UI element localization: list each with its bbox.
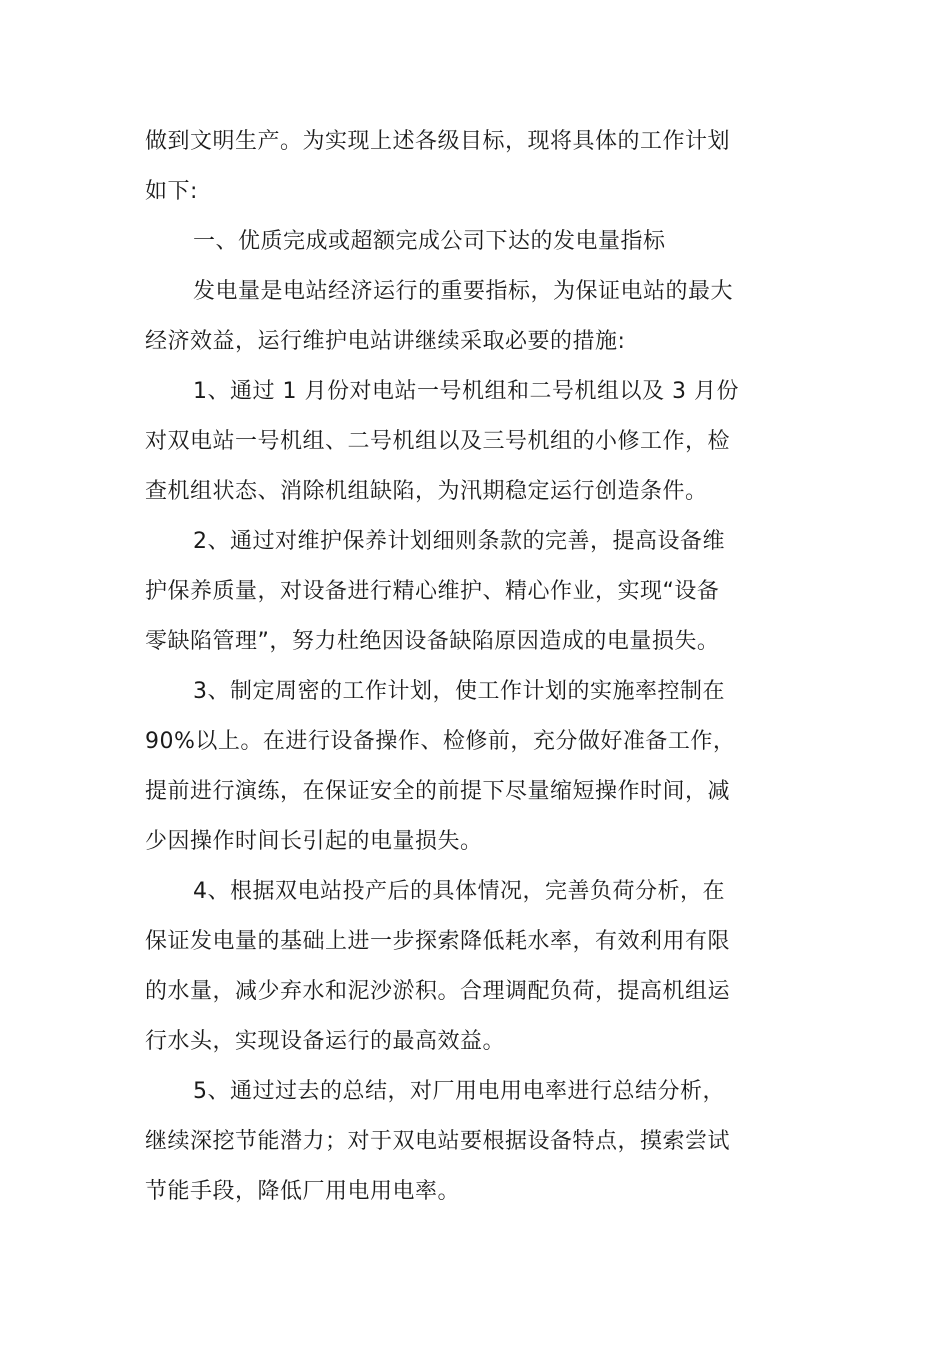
text-line: 经济效益，运行维护电站讲继续采取必要的措施:: [145, 329, 626, 354]
text-line: 4、根据双电站投产后的具体情况，完善负荷分析，在: [193, 879, 725, 904]
text-line: 行水头，实现设备运行的最高效益。: [145, 1029, 506, 1054]
text-line: 保证发电量的基础上进一步探索降低耗水率，有效利用有限: [145, 929, 731, 954]
text-line: 的水量，减少弃水和泥沙淤积。合理调配负荷，提高机组运: [145, 979, 731, 1004]
text-line: 1、通过 1 月份对电站一号机组和二号机组以及 3 月份: [193, 379, 739, 404]
text-line: 节能手段，降低厂用电用电率。: [145, 1179, 461, 1204]
text-line: 5、通过过去的总结，对厂用电用电率进行总结分析，: [193, 1079, 725, 1104]
text-line: 零缺陷管理”，努力杜绝因设备缺陷原因造成的电量损失。: [145, 629, 720, 654]
text-line: 2、通过对维护保养计划细则条款的完善，提高设备维: [193, 529, 725, 554]
text-line: 护保养质量，对设备进行精心维护、精心作业，实现“设备: [145, 579, 720, 604]
text-line: 继续深挖节能潜力；对于双电站要根据设备特点，摸索尝试: [145, 1129, 731, 1154]
text-line: 发电量是电站经济运行的重要指标，为保证电站的最大: [193, 279, 734, 304]
section-heading: 一、优质完成或超额完成公司下达的发电量指标: [193, 229, 666, 254]
text-line: 90%以上。在进行设备操作、检修前，充分做好准备工作，: [145, 729, 736, 754]
text-line: 做到文明生产。为实现上述各级目标，现将具体的工作计划: [145, 129, 731, 154]
text-line: 少因操作时间长引起的电量损失。: [145, 829, 483, 854]
text-line: 提前进行演练，在保证安全的前提下尽量缩短操作时间，减: [145, 779, 731, 804]
text-line: 3、制定周密的工作计划，使工作计划的实施率控制在: [193, 679, 725, 704]
text-line: 查机组状态、消除机组缺陷，为汛期稳定运行创造条件。: [145, 479, 708, 504]
text-line: 如下:: [145, 179, 198, 204]
text-line: 对双电站一号机组、二号机组以及三号机组的小修工作，检: [145, 429, 731, 454]
